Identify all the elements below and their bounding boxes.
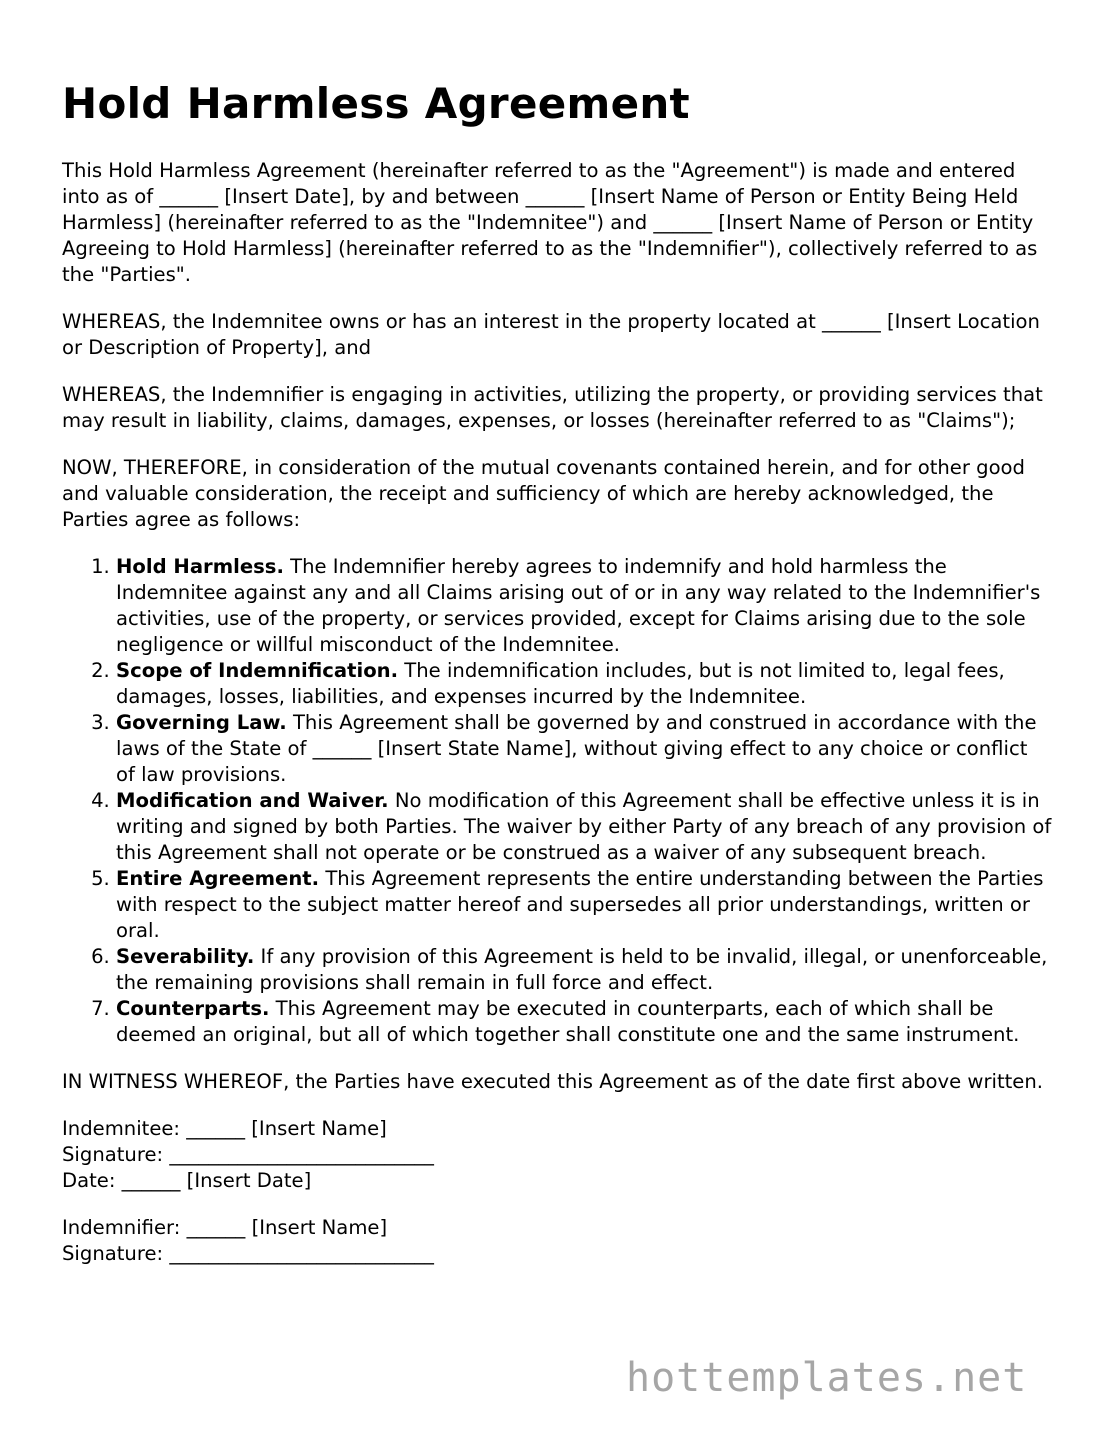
clause-heading: Entire Agreement. [116, 867, 320, 890]
witness-paragraph: IN WITNESS WHEREOF, the Parties have executed this Agreement as of the date first above written. [62, 1070, 1044, 1093]
clause-text: No modification of this Agreement shall be effective unless it is in writing and signed by both Parties. The waiver by either Party of any breach of any provision of this Agreement shall not operate or be construed as a waiver of any subsequent breach. [116, 789, 1052, 864]
clause-heading: Hold Harmless. [116, 555, 284, 578]
indemnitee-name-line: Indemnitee: ______ [Insert Name] [62, 1117, 387, 1140]
clause-heading: Scope of Indemnification. [116, 659, 399, 682]
whereas-property-paragraph: WHEREAS, the Indemnitee owns or has an interest in the property located at ______ [Insert Location or Description of Property], and [62, 310, 1040, 359]
clause-item [116, 944, 1052, 996]
indemnitee-date-line: Date: ______ [Insert Date] [62, 1169, 312, 1192]
clause-heading: Governing Law. [116, 711, 287, 734]
clause-text: This Agreement shall be governed by and construed in accordance with the laws of the State of ______ [Insert State Name], without giving effect to any choice or conflict of law provisions. [116, 711, 1037, 786]
clause-text: The Indemnifier hereby agrees to indemnify and hold harmless the Indemnitee against any and all Claims arising out of or in any way related to the Indemnifier's activities, use of the property, or services provided, except for Claims arising due to the sole negligence or willful misconduct of the Indemnitee. [116, 555, 1041, 656]
clause-text: The indemnification includes, but is not limited to, legal fees, damages, losses, liabilities, and expenses incurred by the Indemnitee. [116, 659, 1005, 708]
indemnifier-signature-block [62, 1215, 1052, 1267]
whereas-activities-paragraph: WHEREAS, the Indemnifier is engaging in activities, utilizing the property, or providing services that may result in liability, claims, damages, expenses, or losses (hereinafter referred to as "Claims"); [62, 383, 1043, 432]
clause-item [116, 658, 1052, 710]
clause-text: If any provision of this Agreement is held to be invalid, illegal, or unenforceable, the remaining provisions shall remain in full force and effect. [116, 945, 1048, 994]
clause-item [116, 788, 1052, 866]
indemnitee-signature-block [62, 1116, 1052, 1194]
clause-heading: Counterparts. [116, 997, 270, 1020]
clause-item [116, 996, 1052, 1048]
clause-item [116, 866, 1052, 944]
watermark-text: hottemplates.net [626, 1355, 1028, 1401]
indemnifier-name-line: Indemnifier: ______ [Insert Name] [62, 1216, 388, 1239]
clause-heading: Modification and Waiver. [116, 789, 389, 812]
now-therefore-paragraph: NOW, THEREFORE, in consideration of the mutual covenants contained herein, and for other good and valuable consideration, the receipt and sufficiency of which are hereby acknowledged, the Parties agree as follows: [62, 456, 1025, 531]
clause-text: This Agreement represents the entire understanding between the Parties with respect to the subject matter hereof and supersedes all prior understandings, written or oral. [116, 867, 1044, 942]
clause-list [62, 554, 1052, 1048]
clause-item [116, 710, 1052, 788]
document-page [62, 78, 1052, 1288]
clause-item [116, 554, 1052, 658]
clause-heading: Severability. [116, 945, 255, 968]
indemnitee-signature-line: Signature: ___________________________ [62, 1143, 434, 1166]
clause-text: This Agreement may be executed in counterparts, each of which shall be deemed an original, but all of which together shall constitute one and the same instrument. [116, 997, 1020, 1046]
document-title: Hold Harmless Agreement [62, 79, 690, 128]
indemnifier-signature-line: Signature: ___________________________ [62, 1242, 434, 1265]
intro-paragraph: This Hold Harmless Agreement (hereinafter referred to as the "Agreement") is made and entered into as of ______ [Insert Date], by and between ______ [Insert Name of Person or Entity Being Held Harmless] (hereinafter referred to as the "Indemnitee") and ______ [Insert Name of Person or Entity Agreeing to Hold Harmless] (hereinafter referred to as the "Indemnifier"), collectively referred to as the "Parties". [62, 159, 1038, 286]
